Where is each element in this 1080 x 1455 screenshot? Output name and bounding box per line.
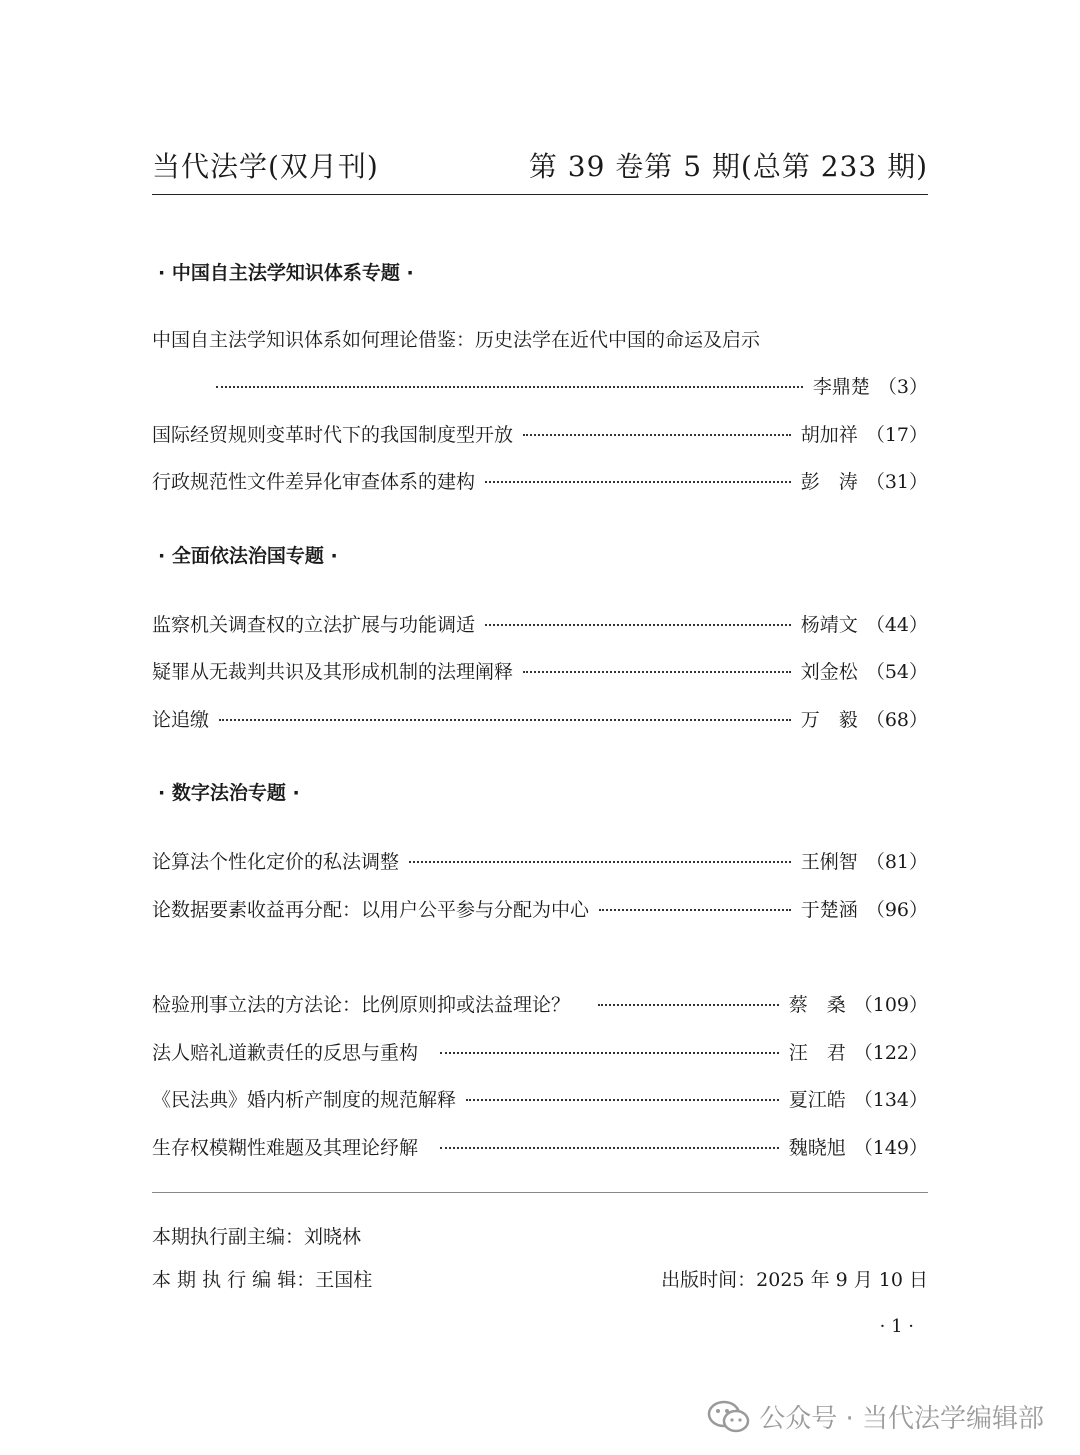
dot-leader	[599, 909, 791, 911]
dot-leader	[219, 719, 791, 721]
toc-entry-title: 行政规范性文件差异化审查体系的建构	[152, 471, 476, 493]
toc-page: （44）	[865, 614, 928, 636]
toc-page: （81）	[865, 851, 928, 873]
toc-page: （68）	[865, 709, 928, 731]
wechat-icon	[707, 1400, 751, 1434]
toc-entry-title: 论追缴	[152, 709, 210, 731]
deputy-editor: 本期执行副主编：刘晓林	[152, 1226, 362, 1248]
dot-leader	[440, 1147, 779, 1149]
toc-entry-title: 中国自主法学知识体系如何理论借鉴：历史法学在近代中国的命运及启示	[152, 329, 761, 351]
toc-author: 杨靖文	[800, 614, 858, 636]
watermark-text: 公众号 · 当代法学编辑部	[759, 1404, 1044, 1434]
journal-title: 当代法学(双月刊)	[152, 150, 379, 183]
toc-entry-title: 检验刑事立法的方法论：比例原则抑或法益理论？	[152, 994, 571, 1016]
toc-entry	[152, 705, 928, 735]
section-title-3: · 数字法治专题 ·	[158, 782, 300, 804]
dot-leader	[440, 1052, 779, 1054]
header-divider	[152, 194, 928, 195]
section-title-1: · 中国自主法学知识体系专题 ·	[158, 262, 414, 284]
issue-info: 第 39 卷第 5 期(总第 233 期)	[528, 150, 928, 183]
toc-entry-title: 《民法典》婚内析产制度的规范解释	[152, 1089, 457, 1111]
toc-page: （149）	[853, 1137, 928, 1159]
toc-entry	[152, 420, 928, 450]
dot-leader	[598, 1004, 779, 1006]
toc-author: 蔡 桑	[788, 994, 846, 1016]
toc-page: （134）	[853, 1089, 928, 1111]
toc-author: 万 毅	[800, 709, 858, 731]
toc-author: 于楚涵	[800, 899, 858, 921]
toc-page: （96）	[865, 899, 928, 921]
toc-author: 魏晓旭	[788, 1137, 846, 1159]
toc-page: （109）	[853, 994, 928, 1016]
toc-entry-title: 生存权模糊性难题及其理论纾解	[152, 1137, 419, 1159]
toc-entry-title: 国际经贸规则变革时代下的我国制度型开放	[152, 424, 514, 446]
toc-entry	[152, 467, 928, 497]
toc-author: 王俐智	[800, 851, 858, 873]
toc-entry	[152, 990, 928, 1020]
toc-entry	[152, 1085, 928, 1115]
toc-page: （122）	[853, 1042, 928, 1064]
toc-author: 汪 君	[788, 1042, 846, 1064]
toc-entry	[152, 847, 928, 877]
footer-divider	[152, 1192, 928, 1193]
toc-entry-title: 论数据要素收益再分配：以用户公平参与分配为中心	[152, 899, 590, 921]
toc-entry	[152, 657, 928, 687]
toc-author: 彭 涛	[800, 471, 858, 493]
section-title-2: · 全面依法治国专题 ·	[158, 545, 338, 567]
toc-author: 胡加祥	[800, 424, 858, 446]
toc-entry-title: 论算法个性化定价的私法调整	[152, 851, 400, 873]
toc-entry-title: 监察机关调查权的立法扩展与功能调适	[152, 614, 476, 636]
toc-entry	[152, 610, 928, 640]
dot-leader	[466, 1099, 779, 1101]
dot-leader	[409, 861, 791, 863]
toc-entry	[152, 895, 928, 925]
toc-entry-title: 疑罪从无裁判共识及其形成机制的法理阐释	[152, 661, 514, 683]
dot-leader	[485, 624, 791, 626]
toc-page: （54）	[865, 661, 928, 683]
toc-author: 夏江皓	[788, 1089, 846, 1111]
toc-page: （17）	[865, 424, 928, 446]
toc-page: （3）	[877, 376, 928, 398]
toc-entry	[152, 1133, 928, 1163]
dot-leader	[523, 434, 791, 436]
dot-leader	[485, 481, 791, 483]
toc-page: （31）	[865, 471, 928, 493]
publish-date: 出版时间：2025 年 9 月 10 日	[661, 1269, 928, 1291]
toc-author: 刘金松	[800, 661, 858, 683]
toc-author: 李鼎楚	[812, 376, 870, 398]
watermark	[707, 1398, 1044, 1435]
dot-leader	[523, 671, 791, 673]
toc-entry	[216, 372, 928, 402]
executive-editor: 本 期 执 行 编 辑：王国柱	[152, 1269, 373, 1291]
dot-leader	[216, 386, 803, 388]
page-number: · 1 ·	[879, 1316, 914, 1337]
toc-entry	[152, 1038, 928, 1068]
toc-entry-title: 法人赔礼道歉责任的反思与重构	[152, 1042, 419, 1064]
